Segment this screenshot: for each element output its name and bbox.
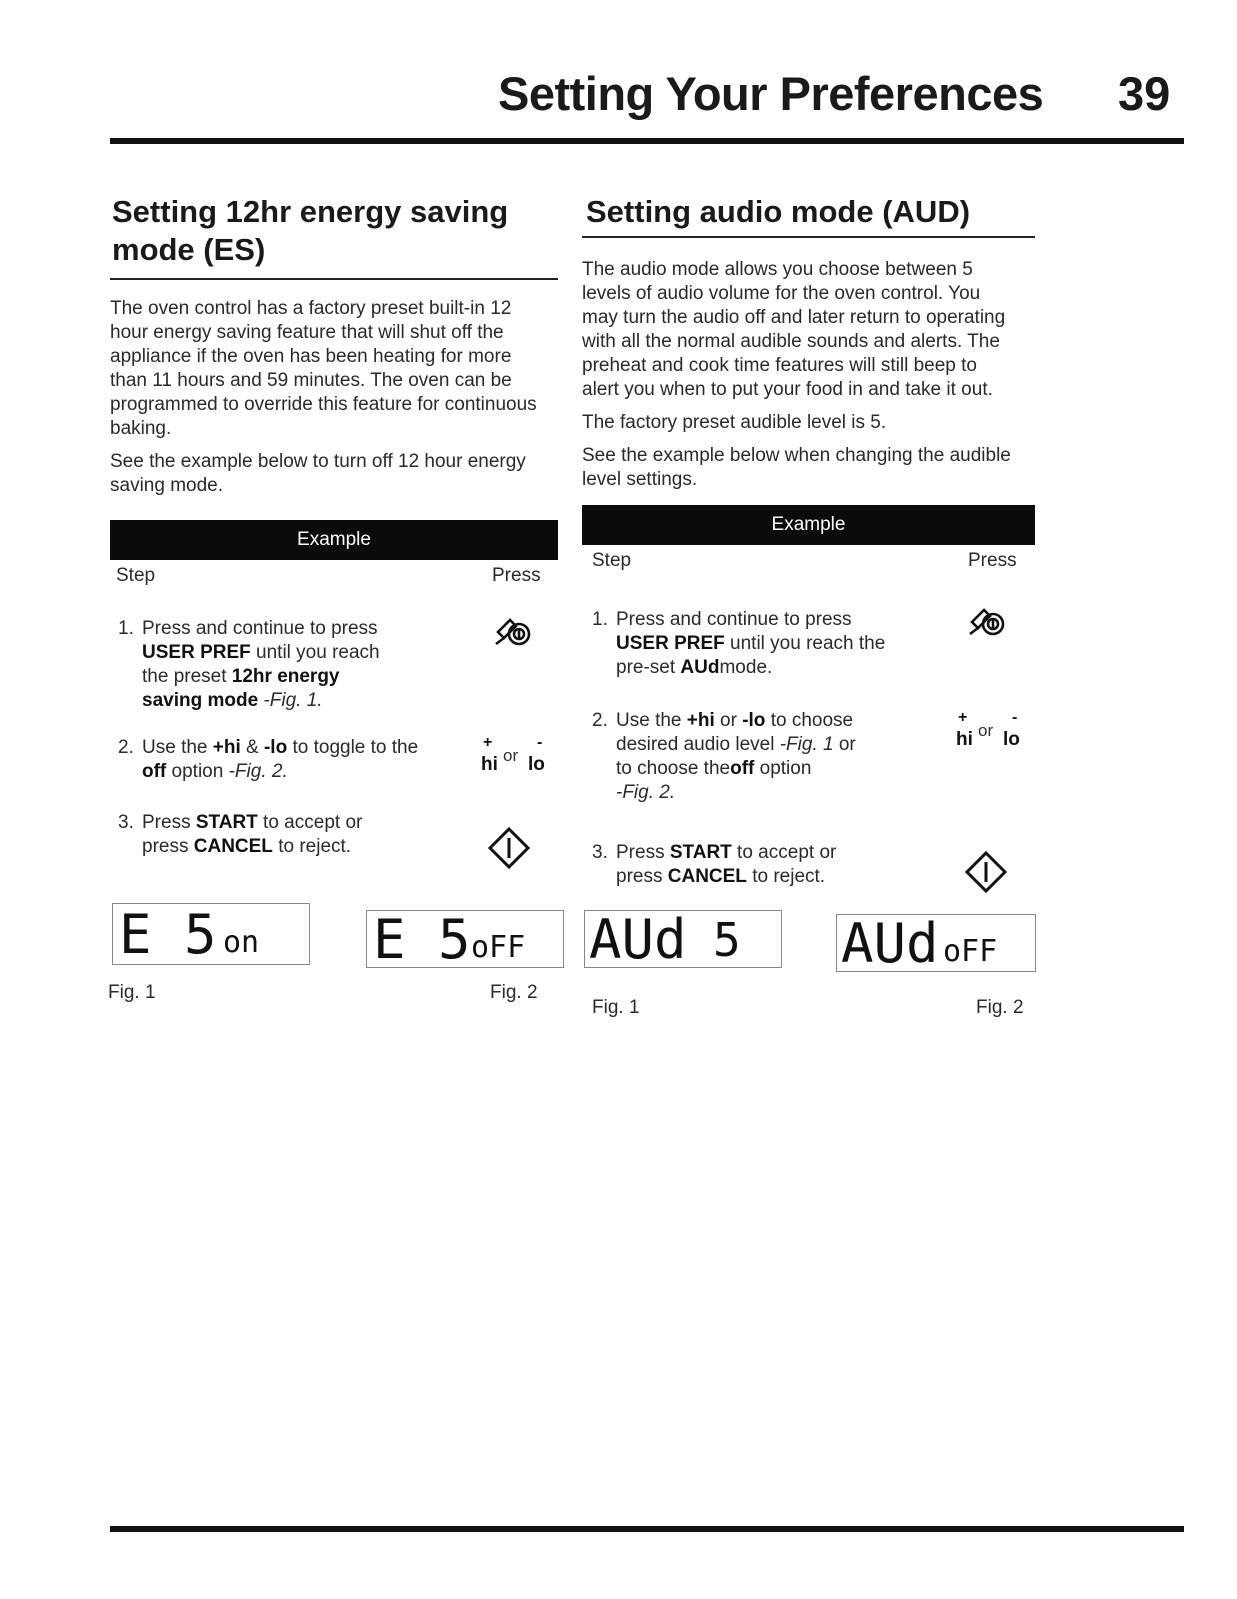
hi-lo-keys[interactable]: + - hi or lo <box>481 734 545 775</box>
example-header: Example <box>582 505 1035 545</box>
step-column-label: Step <box>592 550 632 571</box>
section-title-audio-mode: Setting audio mode (AUD) <box>586 194 971 229</box>
lcd-display-fig1: E 5 on <box>112 903 310 965</box>
step-3: 3. Press START to accept or press CANCEL to reject. <box>118 812 363 857</box>
fig2-caption: Fig. 2 <box>490 982 538 1003</box>
step-1: 1. Press and continue to press USER PREF until you reach the preset 12hr energy saving mode -Fig. 1. <box>118 618 380 711</box>
section-title-energy-saving: Setting 12hr energy saving mode (ES) <box>112 194 509 267</box>
energy-saving-intro: The oven control has a factory preset built-in 12 hour energy saving feature that will shut off the appliance if the oven has been heating for more than 11 hours and 59 minutes. The oven can be programmed to override this feature for continuous baking. See the example below to turn off 12 hour energy saving mode. <box>110 298 537 496</box>
step-2: 2. Use the +hi & -lo to toggle to the off option -Fig. 2. <box>118 737 419 782</box>
press-column-label: Press <box>968 550 1017 571</box>
start-diamond-icon[interactable] <box>964 850 1008 899</box>
step-2: 2. Use the +hi or -lo to choose desired audio level -Fig. 1 or to choose theoff option -Fig. 2. <box>592 710 856 803</box>
lcd-display-fig2: AUd oFF <box>836 914 1036 972</box>
fig1-caption: Fig. 1 <box>592 997 640 1018</box>
step-3: 3. Press START to accept or press CANCEL to reject. <box>592 842 837 887</box>
press-column-label: Press <box>492 565 541 586</box>
fig1-caption: Fig. 1 <box>108 982 156 1003</box>
user-pref-key-icon[interactable] <box>492 612 534 657</box>
user-pref-key-icon[interactable] <box>966 602 1008 647</box>
page-title: Setting Your Preferences <box>498 67 1044 120</box>
lcd-display-fig2: E 5 oFF <box>366 910 564 968</box>
section-rule <box>110 278 558 280</box>
section-rule <box>582 236 1035 238</box>
footer-rule <box>110 1526 1184 1532</box>
audio-mode-intro: The audio mode allows you choose between 5 levels of audio volume for the oven control. You may turn the audio off and later return to operating with all the normal audible sounds and alerts. The preheat and cook time features will still beep to alert you when to put your food in and take it out. The factory preset audible level is 5. See the example below when changing the audible level settings. <box>582 259 1011 490</box>
step-1: 1. Press and continue to press USER PREF until you reach the pre-set AUdmode. <box>592 609 886 678</box>
start-diamond-icon[interactable] <box>487 826 531 875</box>
fig2-caption: Fig. 2 <box>976 997 1024 1018</box>
lcd-display-fig1: AUd 5 <box>584 910 782 968</box>
hi-lo-keys[interactable]: + - hi or lo <box>956 709 1020 750</box>
page-number: 39 <box>1118 67 1171 120</box>
step-column-label: Step <box>116 565 156 586</box>
example-header: Example <box>110 520 558 560</box>
header-rule <box>110 138 1184 144</box>
